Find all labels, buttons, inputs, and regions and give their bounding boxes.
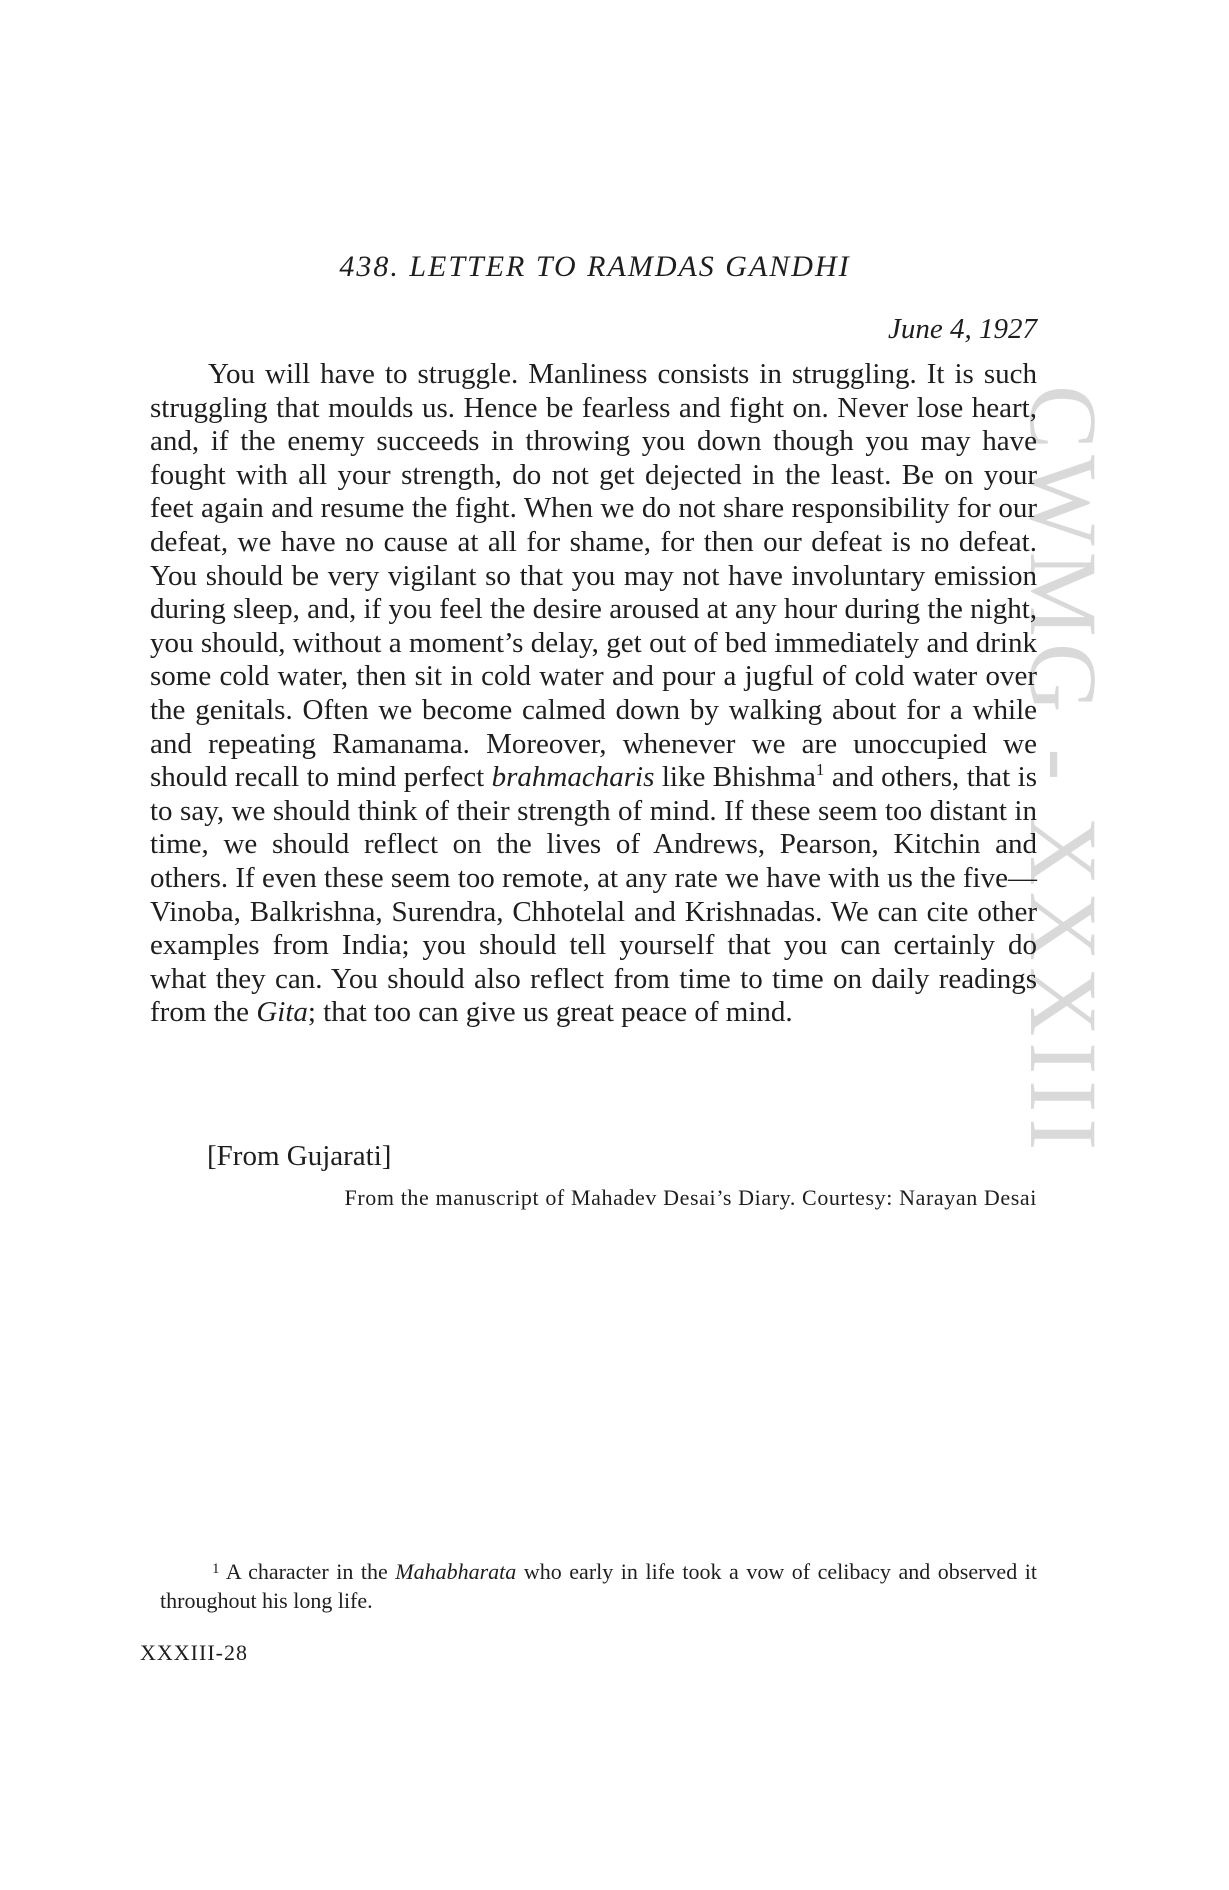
source-language-note: [From Gujarati] [207,1140,392,1172]
body-text-2: like Bhishma [654,761,816,794]
footnote-work-title: Mahabharata [395,1559,517,1584]
footnote-text-pre: A character in the [219,1559,396,1584]
body-text-3: and others, that is to say, we should think of their strength of mind. If these seem too distant in time, we should reflect on the lives of Andrews, Pearson, Kitchin and others. If even these seem too remote, at any rate we have with us the five—Vinoba, Balkrishna, Surendra, Chhotelal and Krishnadas. We can cite other examples from India; you should tell yourself that you can certainly do what they can. You should also reflect from time to time on daily readings from the [150,761,1037,1029]
footnote-marker: 1 [212,1561,220,1577]
footnote [160,1555,1037,1615]
body-text-1: You will have to struggle. Manliness consists in struggling. It is such struggling that moulds us. Hence be fearless and fight on. Never lose heart, and, if the enemy succeeds in throwing you down though you may have fought with all your strength, do not get dejected in the least. Be on your feet again and resume the fight. When we do not share responsibility for our defeat, we have no cause at all for shame, for then our defeat is no defeat. You should be very vigilant so that you may not have involuntary emission during sleep, and, if you feel the desire aroused at any hour during the night, you should, without a moment’s delay, get out of bed immediately and drink some cold water, then sit in cold water and pour a jugful of cold water over the genitals. Often we become calmed down by walking about for a while and repeating Ramanama. Moreover, whenever we are unoccupied we should recall to mind perfect [150,358,1037,794]
body-term-gita: Gita [256,996,308,1029]
letter-date: June 4, 1927 [888,313,1037,345]
footnote-ref: 1 [815,760,825,780]
source-citation: From the manuscript of Mahadev Desai’s Diary. Courtesy: Narayan Desai [344,1185,1037,1210]
watermark-text: CWMG - XXXIII [1010,385,1117,1157]
body-term-brahmacharis: brahmacharis [491,761,655,794]
page-identifier: XXXIII-28 [140,1640,248,1665]
body-text-4: ; that too can give us great peace of mind. [307,996,793,1029]
footnote-text-post: who early in life took a vow of celibacy and observed it throughout his long life. [160,1559,1037,1613]
letter-body [150,358,1037,1030]
letter-title: 438. LETTER TO RAMDAS GANDHI [339,250,851,283]
